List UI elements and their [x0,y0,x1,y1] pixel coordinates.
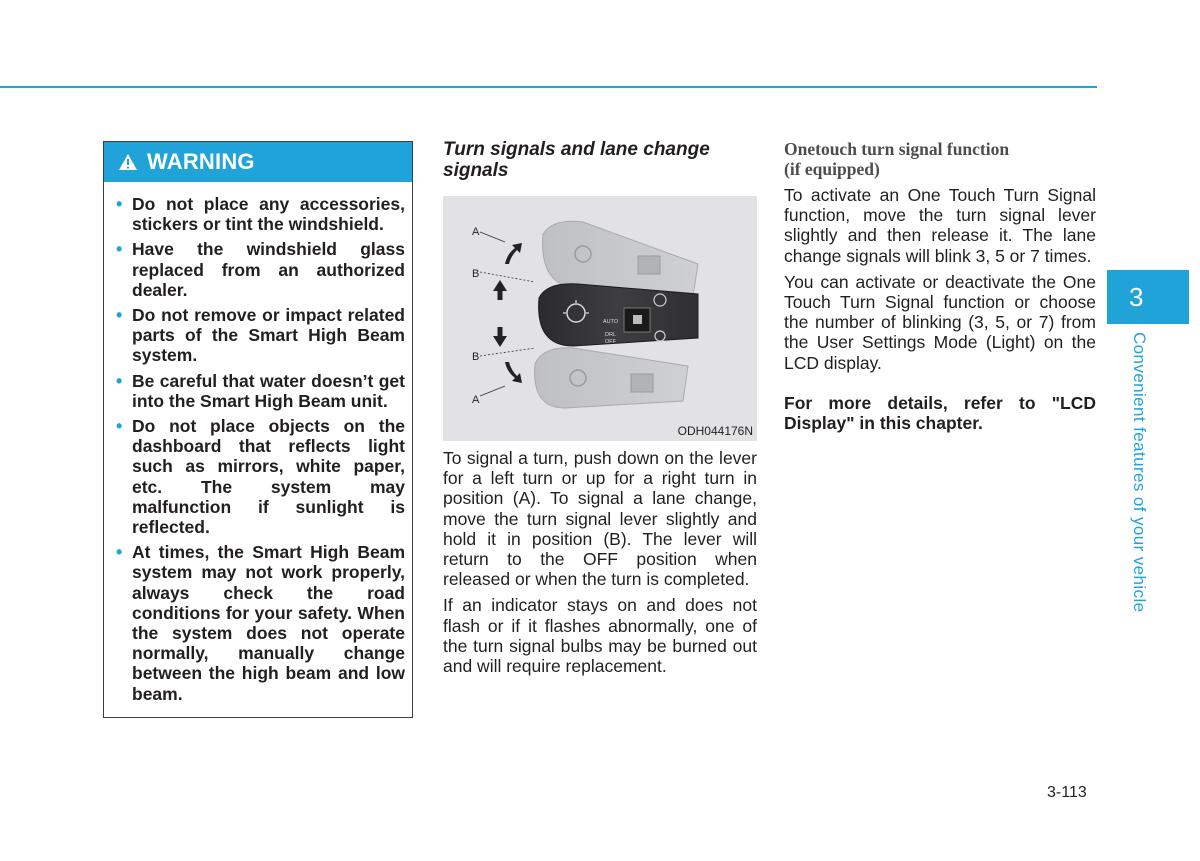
onetouch-title-line: (if equipped) [784,159,880,179]
bullet-icon: • [116,305,123,326]
bullet-icon: • [116,370,123,391]
off-label: OFF [605,339,616,345]
onetouch-title-line: Onetouch turn signal function [784,139,1010,159]
warning-triangle-icon [118,153,138,171]
figure-code: ODH044176N [677,424,753,438]
note-paragraph: For more details, refer to "LCD Display" in this chapter. [784,392,1096,434]
warning-item: • Do not remove or impact related parts of the Smart High Beam system. [116,305,405,366]
section-title: Turn signals and lane change signals [443,139,710,181]
warning-item: • Have the windshield glass replaced from an authorized dealer. [116,239,405,300]
turn-up-arrow-icon [505,243,522,264]
position-b-label: B [472,268,480,280]
warning-item: • Do not place any accessories, stickers or tint the windshield. [116,194,405,235]
position-b-label: B [472,351,480,363]
body-paragraph: If an indicator stays on and does not flash or if it flashes abnormally, one of the turn signal bulbs may be burned out and will require replacement. [443,595,757,677]
position-a-label: A [472,394,480,406]
turn-signal-figure [443,196,757,441]
page-number: 3-113 [1047,784,1087,801]
onetouch-title [784,139,1096,179]
drl-label: DRL [605,332,617,338]
auto-label: AUTO [603,319,619,325]
warning-item: • Do not place objects on the dashboard that reflects light such as mirrors, white paper, etc. The system may malfunction if sunlight is reflected. [116,416,405,538]
body-paragraph: You can activate or deactivate the One Touch Turn Signal function or choose the number of blinking (3, 5, or 7) from the User Settings Mode (Light) on the LCD display. [784,271,1096,373]
lane-up-arrow-icon [493,280,507,300]
warning-header [104,142,412,182]
turn-signal-section [443,139,757,682]
lane-down-arrow-icon [493,327,507,347]
turn-signal-lever-illustration [443,196,757,441]
warning-list [115,194,405,709]
chapter-tab [1107,270,1189,324]
top-rule [0,86,1097,88]
bullet-icon: • [116,194,123,214]
body-paragraph: To signal a turn, push down on the lever for a left turn or up for a right turn in position (A). To signal a lane change, move the turn signal lever slightly and hold it in position (B). The lever will return to the OFF position when released or when the turn is completed. [443,448,757,590]
warning-box [103,141,413,718]
chapter-title: Convenient features of your vehicle [1130,332,1149,613]
chapter-number: 3 [1129,281,1144,312]
warning-title: WARNING [147,149,255,174]
bullet-icon: • [116,416,123,437]
bullet-icon: • [116,239,123,260]
warning-item: • At times, the Smart High Beam system may not work properly, always check the road conditions for your safety. When the system does not operate normally, manually change between the high beam and low beam. [116,542,405,704]
turn-down-arrow-icon [505,362,522,383]
position-a-label: A [472,226,480,238]
body-paragraph: To activate an One Touch Turn Signal function, move the turn signal lever slightly and then release it. The lane change signals will blink 3, 5 or 7 times. [784,185,1096,266]
onetouch-section [784,139,1096,439]
warning-item: • Be careful that water doesn’t get into the Smart High Beam unit. [116,370,405,411]
bullet-icon: • [116,542,123,563]
